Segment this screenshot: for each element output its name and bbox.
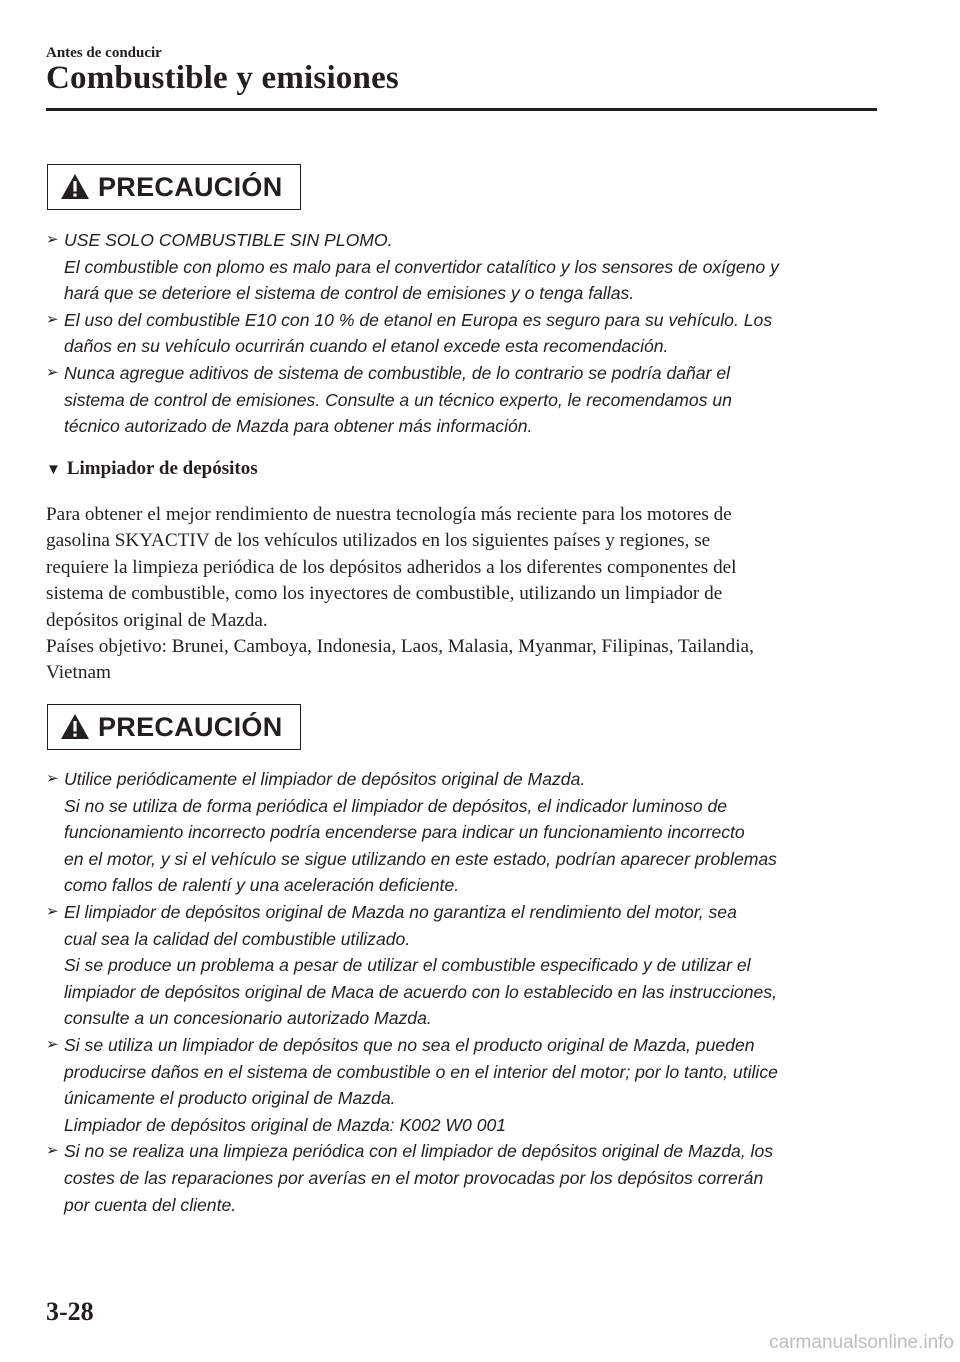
paragraph-line: requiere la limpieza periódica de los depósitos adheridos a los diferentes componentes del	[46, 556, 737, 578]
item-line: producirse daños en el sistema de combustible o en el interior del motor; por lo tanto, utilice	[64, 1061, 778, 1082]
paragraph-line: Vietnam	[46, 662, 111, 684]
item-line: funcionamiento incorrecto podría encenderse para indicar un funcionamiento incorrecto	[64, 822, 745, 843]
section-label: Antes de conducir	[46, 45, 162, 61]
triangle-down-icon: ▼	[46, 462, 61, 478]
header-rule	[46, 108, 877, 111]
item-line: Utilice periódicamente el limpiador de depósitos original de Mazda.	[64, 769, 586, 789]
caution-item	[46, 1138, 886, 1218]
paragraph-line: Para obtener el mejor rendimiento de nuestra tecnología más reciente para los motores de	[46, 504, 732, 525]
item-line: USE SOLO COMBUSTIBLE SIN PLOMO.	[64, 230, 393, 250]
arrow-bullet-icon: ➢	[46, 231, 59, 248]
item-line: cual sea la calidad del combustible utilizado.	[64, 928, 411, 949]
caution-label: PRECAUCIÓN	[98, 711, 283, 742]
item-line: como fallos de ralentí y una aceleración deficiente.	[64, 875, 460, 896]
caution-item	[46, 307, 886, 360]
item-line: sistema de control de emisiones. Consulte a un técnico experto, le recomendamos un	[64, 389, 732, 410]
item-line: costes de las reparaciones por averías en el motor provocadas por los depósitos correrán	[64, 1167, 764, 1188]
item-line: Si se utiliza un limpiador de depósitos que no sea el producto original de Mazda, pueden	[64, 1034, 755, 1055]
caution-box-1	[47, 164, 301, 210]
item-line: Limpiador de depósitos original de Mazda: K002 W0 001	[64, 1114, 507, 1135]
caution-item	[46, 360, 886, 440]
arrow-bullet-icon: ➢	[46, 310, 59, 328]
item-line: El combustible con plomo es malo para el convertidor catalítico y los sensores de oxígeno y	[64, 256, 779, 277]
item-line: únicamente el producto original de Mazda.	[64, 1088, 396, 1109]
arrow-bullet-icon: ➢	[46, 1035, 59, 1053]
item-line: por cuenta del cliente.	[64, 1194, 237, 1215]
watermark: carmanualsonline.info	[769, 1332, 954, 1353]
item-line: El limpiador de depósitos original de Mazda no garantiza el rendimiento del motor, sea	[64, 901, 737, 922]
subheading-text: Limpiador de depósitos	[66, 458, 258, 479]
page-number: 3-28	[46, 1297, 94, 1326]
arrow-bullet-icon: ➢	[46, 770, 59, 787]
caution-item	[46, 899, 886, 1032]
caution-item	[46, 1032, 886, 1138]
item-line: consulte a un concesionario autorizado Mazda.	[64, 1008, 432, 1029]
caution-box-2	[47, 704, 301, 750]
caution-item	[46, 227, 886, 307]
item-line: daños en su vehículo ocurrirán cuando el etanol excede esta recomendación.	[64, 336, 669, 357]
item-line: Si no se utiliza de forma periódica el limpiador de depósitos, el indicador luminoso de	[64, 795, 728, 816]
arrow-bullet-icon: ➢	[46, 902, 59, 920]
paragraph-line: Países objetivo: Brunei, Camboya, Indonesia, Laos, Malasia, Myanmar, Filipinas, Tailandia,	[46, 636, 754, 658]
warning-triangle-icon	[60, 173, 90, 201]
arrow-bullet-icon: ➢	[46, 363, 59, 381]
caution-item	[46, 766, 886, 899]
item-line: en el motor, y si el vehículo se sigue utilizando en este estado, podrían aparecer problemas	[64, 848, 777, 869]
subheading	[46, 458, 258, 480]
paragraph-line: gasolina SKYACTIV de los vehículos utilizados en los siguientes países y regiones, se	[46, 530, 711, 552]
caution-list-1	[46, 227, 886, 440]
item-line: técnico autorizado de Mazda para obtener más información.	[64, 416, 533, 437]
item-line: Si no se realiza una limpieza periódica con el limpiador de depósitos original de Mazda, los	[64, 1141, 774, 1162]
item-line: hará que se deteriore el sistema de control de emisiones y o tenga fallas.	[64, 283, 635, 304]
caution-list-2	[46, 766, 886, 1218]
warning-triangle-icon	[60, 713, 90, 741]
item-line: Nunca agregue aditivos de sistema de combustible, de lo contrario se podría dañar el	[64, 362, 731, 383]
caution-label: PRECAUCIÓN	[98, 171, 283, 202]
paragraph-line: sistema de combustible, como los inyectores de combustible, utilizando un limpiador de	[46, 583, 723, 605]
item-line: Si se produce un problema a pesar de utilizar el combustible especificado y de utilizar el	[64, 955, 751, 976]
paragraph-line: depósitos original de Mazda.	[46, 609, 268, 631]
body-paragraph	[46, 502, 886, 687]
item-line: El uso del combustible E10 con 10 % de etanol en Europa es seguro para su vehículo. Los	[64, 309, 773, 330]
arrow-bullet-icon: ➢	[46, 1142, 59, 1160]
item-line: limpiador de depósitos original de Maca de acuerdo con lo establecido en las instrucciones,	[64, 981, 777, 1002]
page-title: Combustible y emisiones	[46, 60, 399, 96]
